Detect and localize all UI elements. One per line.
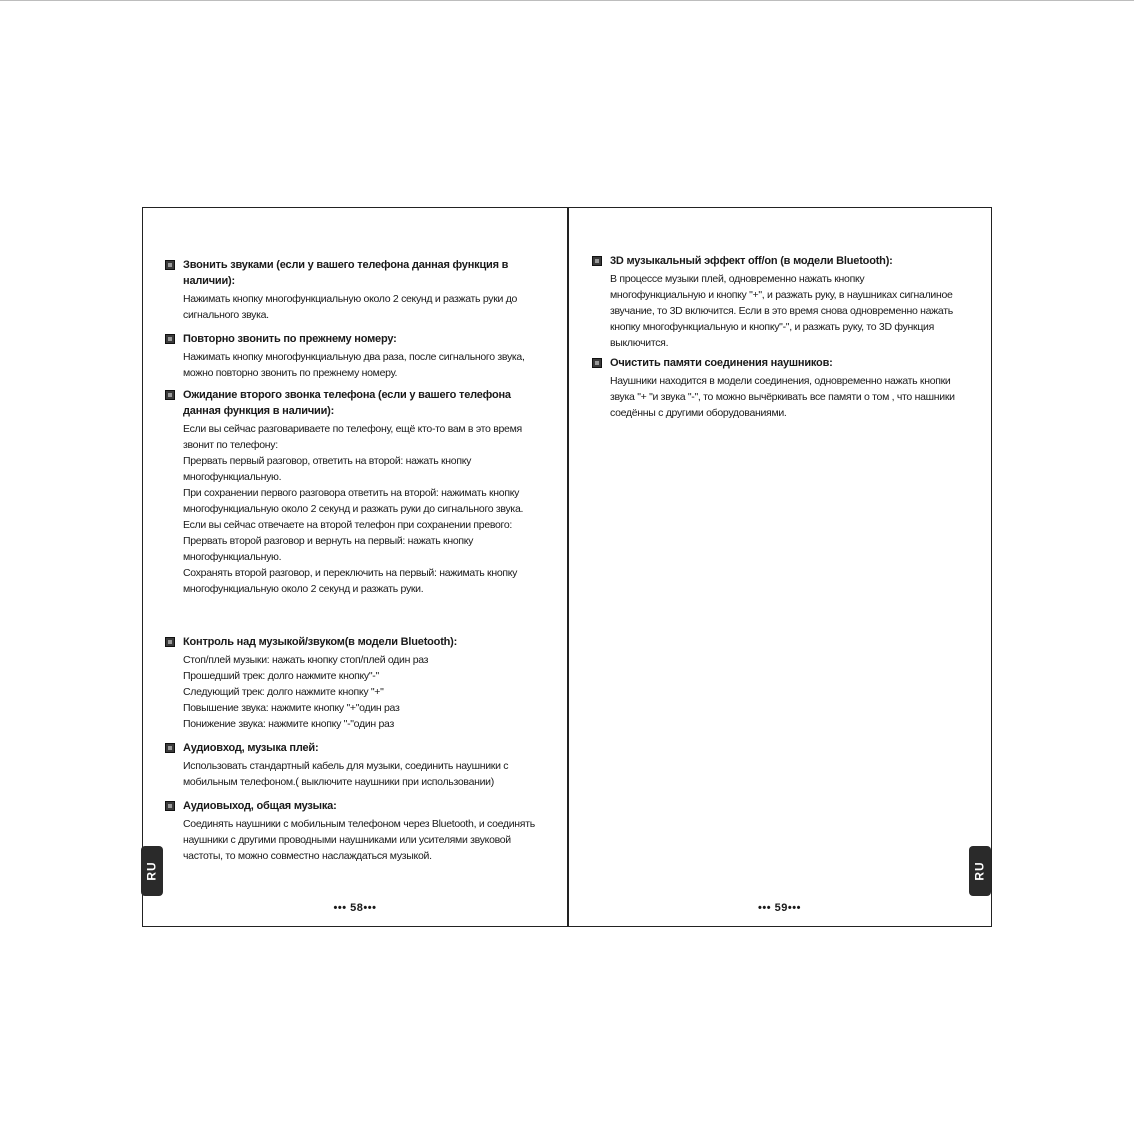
section-body <box>592 271 962 351</box>
manual-spread <box>142 207 992 927</box>
bullet-icon <box>165 334 175 344</box>
text-line: При сохранении первого разговора ответить на второй: нажимать кнопку многофункциальную около 2 секунд и разжать руки до сигнального звука. <box>183 487 524 515</box>
text-line: Нажимать кнопку многофункциальную два раза, после сигнального звука, можно повторно звонить по прежнему номеру. <box>183 351 528 379</box>
text-line: Нажимать кнопку многофункциальную около 2 секунд и разжать руки до сигнального звука. <box>183 293 520 321</box>
text-line: Прервать первый разговор, ответить на второй: нажать кнопку многофункциальную. <box>183 455 474 483</box>
text-line: Повышение звука: нажмите кнопку "+"один раз <box>183 702 400 714</box>
page-number: ••• 58••• <box>333 902 377 914</box>
section-heading: 3D музыкальный эффект off/on (в модели Bluetooth): <box>592 253 962 269</box>
language-tab: RU <box>969 846 991 896</box>
bullet-icon <box>165 637 175 647</box>
section-body <box>165 652 545 732</box>
text-line: Соединять наушники с мобильным телефоном через Bluetooth, и соединять наушники с другими проводными наушниками или усителями звуковой частоты, то можно совместно наслаждаться музыкой. <box>183 818 538 862</box>
text-line: Стоп/плей музыки: нажать кнопку стоп/плей один раз <box>183 654 429 666</box>
section-music-control <box>165 634 545 732</box>
section-heading: Контроль над музыкой/звуком(в модели Bluetooth): <box>165 634 545 650</box>
text-line: Если вы сейчас отвечаете на второй телефон при сохранении превого: <box>183 519 513 531</box>
language-tab: RU <box>141 846 163 896</box>
section-heading: Ожидание второго звонка телефона (если у вашего телефона данная функция в наличии): <box>165 387 545 419</box>
section-heading: Звонить звуками (если у вашего телефона данная функция в наличии): <box>165 257 545 289</box>
section-heading: Аудиовыход, общая музыка: <box>165 798 545 814</box>
text-line: Прервать второй разговор и вернуть на первый: нажать кнопку многофункциальную. <box>183 535 476 563</box>
text-line: Понижение звука: нажмите кнопку "-"один раз <box>183 718 394 730</box>
section-call-waiting <box>165 387 545 597</box>
section-heading: Повторно звонить по прежнему номеру: <box>165 331 545 347</box>
section-audio-out <box>165 798 545 864</box>
bullet-icon <box>165 801 175 811</box>
text-line: Следующий трек: долго нажмите кнопку "+" <box>183 686 384 698</box>
section-clear-memory <box>592 355 962 421</box>
right-page <box>568 208 991 926</box>
bullet-icon <box>165 260 175 270</box>
bullet-icon <box>165 390 175 400</box>
bullet-icon <box>592 358 602 368</box>
section-heading: Аудиовход, музыка плей: <box>165 740 545 756</box>
bullet-icon <box>165 743 175 753</box>
section-body <box>165 758 545 790</box>
top-border-line <box>0 0 1134 1</box>
section-ring-tones <box>165 257 545 323</box>
text-line: Использовать стандартный кабель для музыки, соединить наушники с мобильным телефоном.( выключите наушники при использовании) <box>183 760 511 788</box>
section-audio-in <box>165 740 545 790</box>
section-body <box>165 816 545 864</box>
page-number: ••• 59••• <box>758 902 801 914</box>
section-body <box>592 373 962 421</box>
bullet-icon <box>592 256 602 266</box>
section-body <box>165 349 545 381</box>
section-body <box>165 421 545 597</box>
left-page <box>143 208 567 926</box>
section-heading: Очистить памяти соединения наушников: <box>592 355 962 371</box>
text-line: Наушники находится в модели соединения, одновременно нажать кнопки звука "+ "и звука "-", то можно вычёркивать все памяти о том , что нашники соедённы с другими оборудованиями. <box>610 375 958 419</box>
text-line: В процессе музыки плей, одновременно нажать кнопку многофункциальную и кнопку "+", и разжать руку, в наушниках сигналиное звучание, то 3D включится. Если в это время снова одновременно нажать кнопку многофункциальную и кнопку"-", и разжать руку, то 3D функция выключится. <box>610 273 956 349</box>
section-body <box>165 291 545 323</box>
text-line: Если вы сейчас разговариваете по телефону, ещё кто-то вам в это время звонит по телефону: <box>183 423 525 451</box>
text-line: Прошедший трек: долго нажмите кнопку"-" <box>183 670 379 682</box>
section-3d-effect <box>592 253 962 351</box>
text-line: Сохранять второй разговор, и переключить на первый: нажимать кнопку многофункциальную около 2 секунд и разжать руки. <box>183 567 520 595</box>
section-redial <box>165 331 545 381</box>
